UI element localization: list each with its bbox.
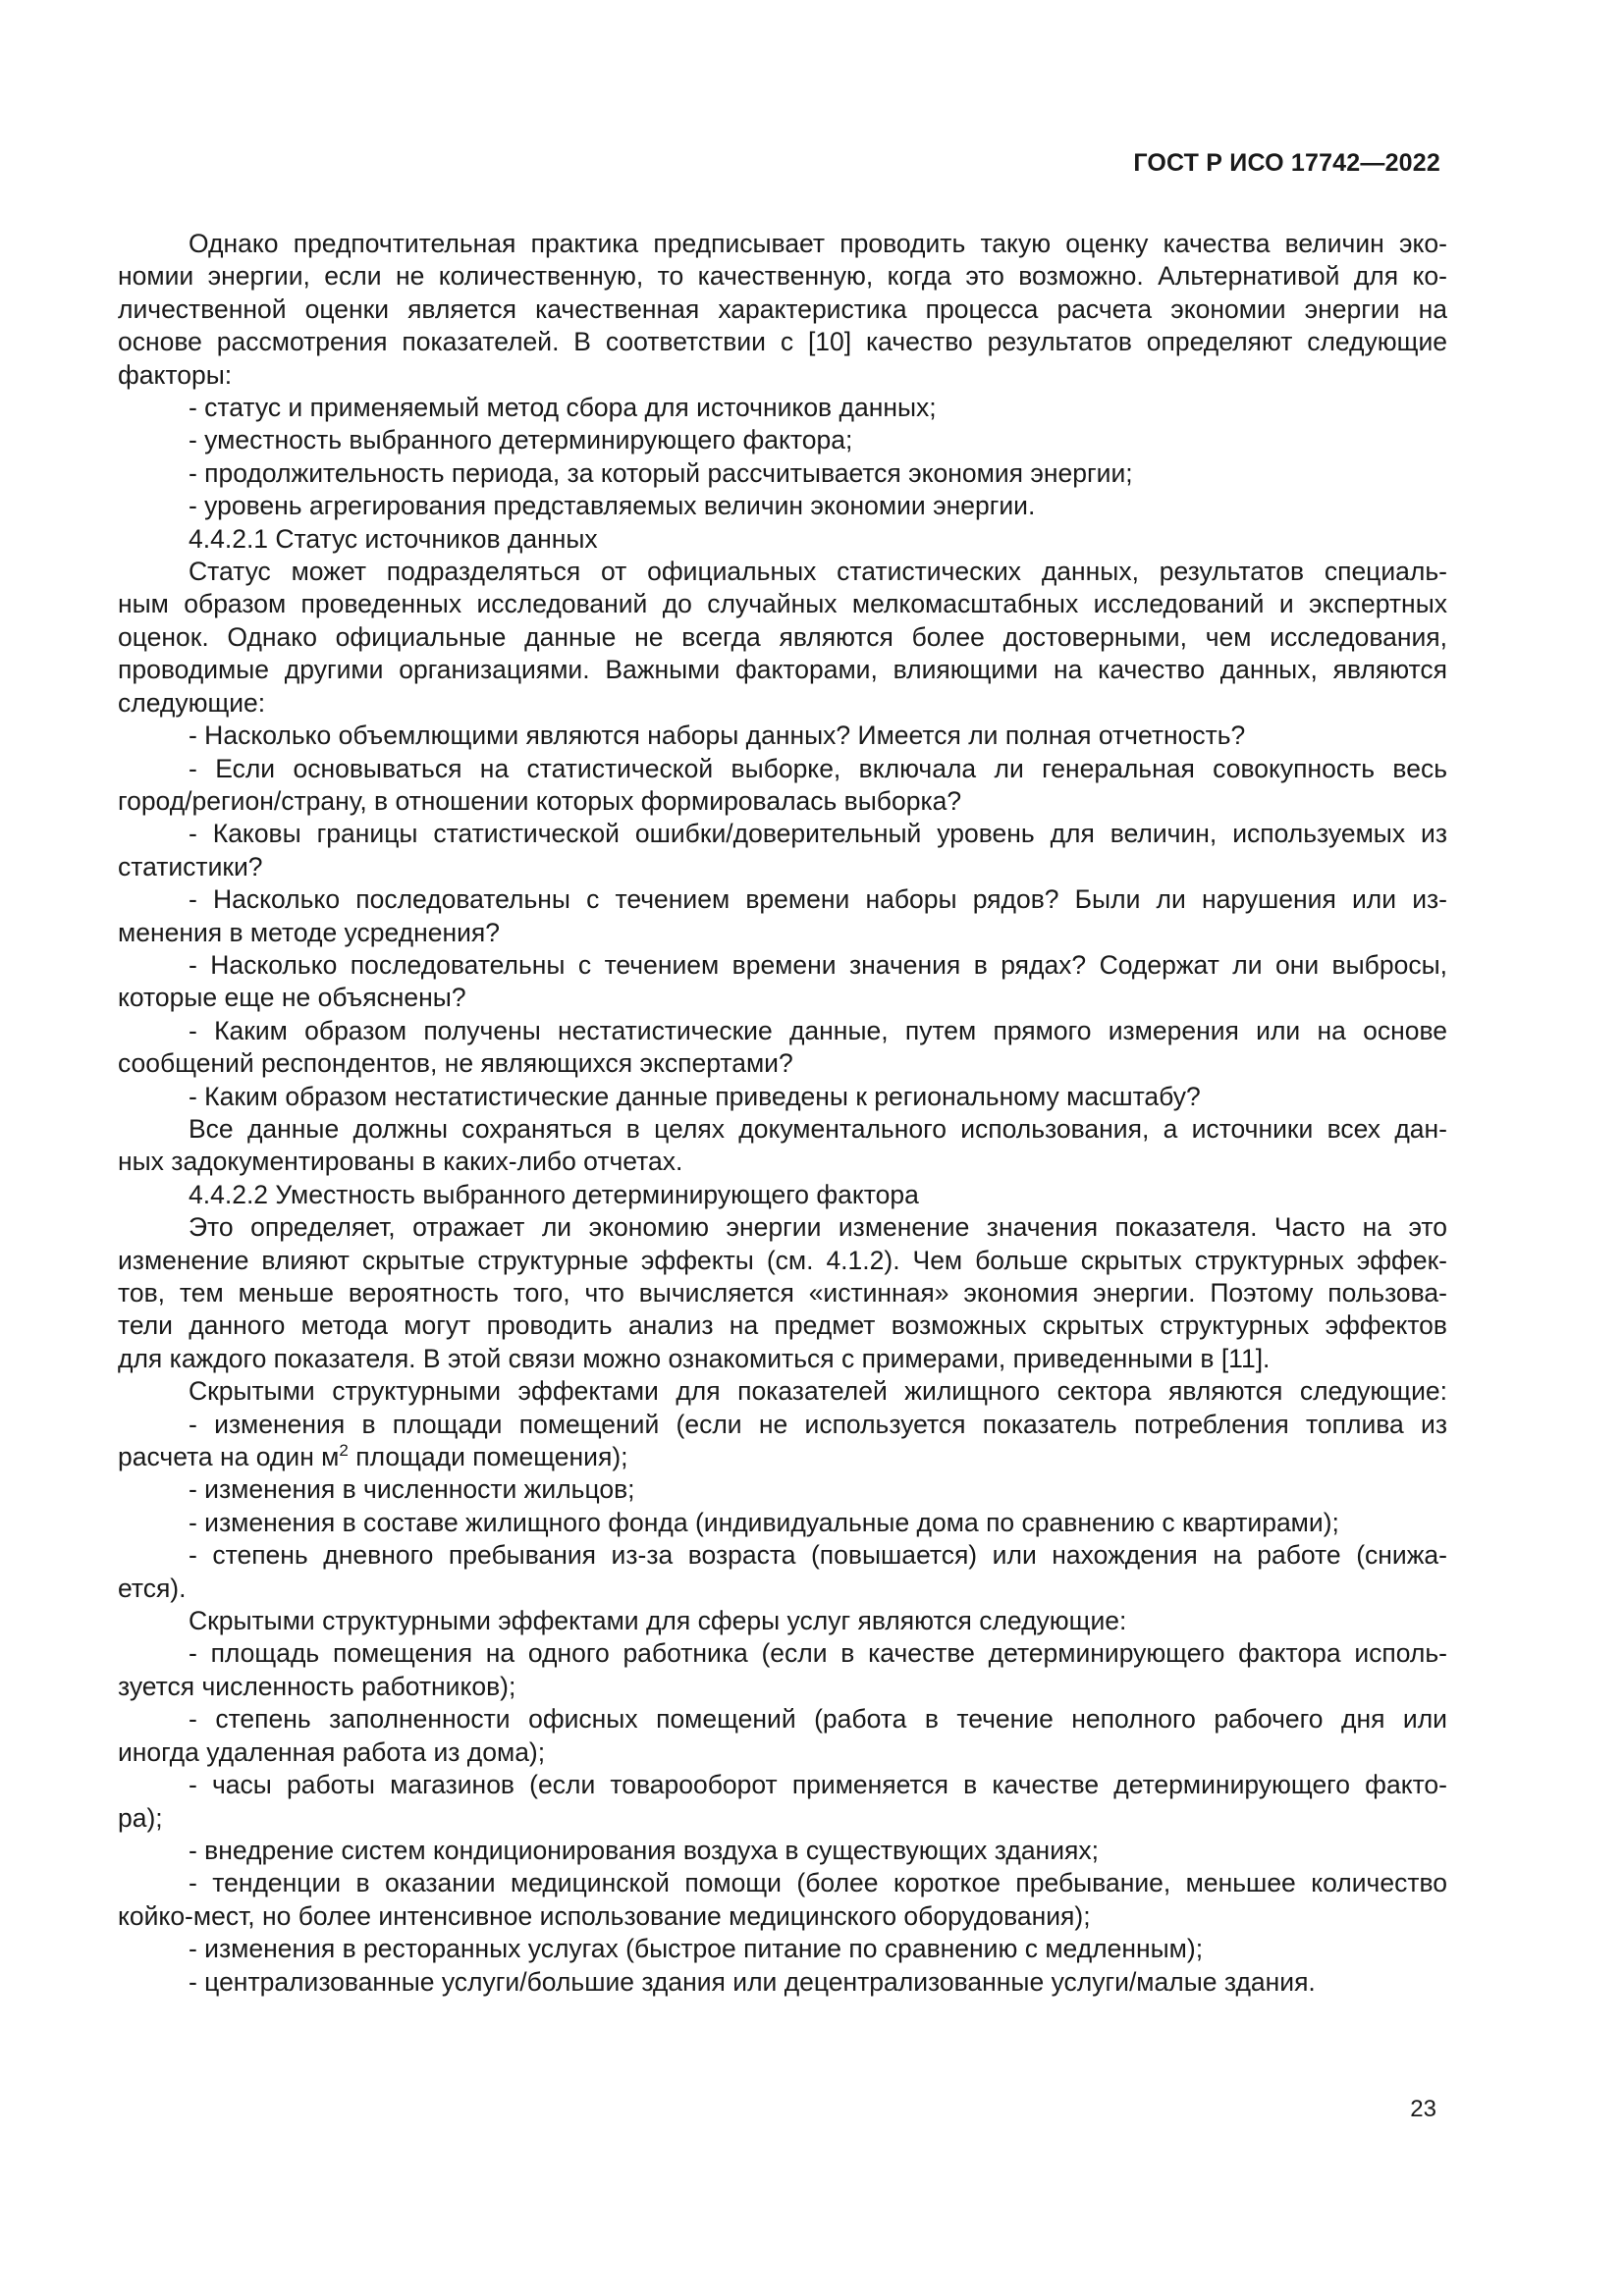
list-item: - уместность выбранного детерминирующего фактора; — [189, 425, 853, 455]
list-item: - внедрение систем кондиционирования воздуха в существующих зданиях; — [189, 1835, 1099, 1865]
text-line: койко-мест, но более интенсивное использование медицинского оборудования); — [118, 1900, 1091, 1931]
text-line: ра); — [118, 1802, 163, 1833]
text-line: ным образом проведенных исследований до случайных мелкомасштабных исследований и экспертных — [118, 589, 1447, 619]
text-line: сообщений респондентов, не являющихся экспертами? — [118, 1048, 793, 1079]
superscript: 2 — [339, 1441, 349, 1461]
section-heading-4-4-2-2: 4.4.2.2 Уместность выбранного детерминирующего фактора — [189, 1179, 919, 1209]
list-item: - Насколько последовательны с течением времени наборы рядов? Были ли нарушения или из- — [189, 884, 1447, 915]
list-item: - площадь помещения на одного работника (если в качестве детерминирующего фактора исполь- — [189, 1638, 1447, 1669]
list-item: - степень дневного пребывания из-за возраста (повышается) или нахождения на работе (снижа- — [189, 1540, 1447, 1571]
text-line: статистики? — [118, 851, 263, 881]
text-line: оценок. Однако официальные данные не всегда являются более достоверными, чем исследования, — [118, 621, 1447, 652]
list-item: - продолжительность периода, за который рассчитывается экономия энергии; — [189, 457, 1133, 488]
text-line: основе рассмотрения показателей. В соответствии с [10] качество результатов определяют следующие — [118, 327, 1447, 357]
list-item: - степень заполненности офисных помещений (работа в течение неполного рабочего дня или — [189, 1704, 1447, 1735]
text-line: личественной оценки является качественная характеристика процесса расчета экономии энергии на — [118, 294, 1447, 324]
text-line: ется). — [118, 1573, 187, 1603]
list-item: - часы работы магазинов (если товарооборот применяется в качестве детерминирующего факто- — [189, 1770, 1447, 1800]
list-item: - Насколько объемлющими являются наборы данных? Имеется ли полная отчетность? — [189, 721, 1246, 751]
list-item: - Каковы границы статистической ошибки/доверительный уровень для величин, используемых из — [189, 819, 1447, 849]
text-line: город/регион/страну, в отношении которых формировалась выборка? — [118, 785, 962, 816]
text-line: зуется численность работников); — [118, 1671, 516, 1701]
text-line: иногда удаленная работа из дома); — [118, 1736, 546, 1767]
list-item: - статус и применяемый метод сбора для источников данных; — [189, 393, 937, 423]
text-line — [118, 1441, 1447, 1473]
list-item: - изменения в площади помещений (если не используется показатель потребления топлива из — [189, 1409, 1447, 1439]
section-heading-4-4-2-1: 4.4.2.1 Статус источников данных — [189, 523, 598, 554]
list-item: - изменения в ресторанных услугах (быстрое питание по сравнению с медленным); — [189, 1934, 1204, 1964]
text-fragment: расчета на один м — [118, 1442, 340, 1472]
text-line: Это определяет, отражает ли экономию энергии изменение значения показателя. Часто на это — [189, 1212, 1447, 1243]
list-item: - уровень агрегирования представляемых величин экономии энергии. — [189, 491, 1036, 521]
text-line: проводимые другими организациями. Важными факторами, влияющими на качество данных, являются — [118, 655, 1447, 685]
text-line: Однако предпочтительная практика предписывает проводить такую оценку качества величин эко- — [189, 229, 1447, 258]
text-line: ных задокументированы в каких-либо отчетах. — [118, 1147, 683, 1177]
text-line: которые еще не объяснены? — [118, 983, 466, 1013]
list-item: - Каким образом нестатистические данные приведены к региональному масштабу? — [189, 1081, 1201, 1111]
list-item: - Если основываться на статистической выборке, включала ли генеральная совокупность весь — [189, 753, 1447, 783]
text-fragment: площади помещения); — [348, 1442, 628, 1472]
text-line: Скрытыми структурными эффектами для сферы услуг являются следующие: — [189, 1606, 1127, 1636]
text-line: следующие: — [118, 687, 266, 718]
text-line: изменение влияют скрытые структурные эффекты (см. 4.1.2). Чем больше скрытых структурных эффек- — [118, 1245, 1447, 1275]
text-line: факторы: — [118, 359, 233, 390]
list-item: - изменения в составе жилищного фонда (индивидуальные дома по сравнению с квартирами); — [189, 1507, 1339, 1537]
text-line: Статус может подразделяться от официальных статистических данных, результатов специаль- — [189, 557, 1447, 587]
text-line: номии энергии, если не количественную, то качественную, когда это возможно. Альтернативой для ко- — [118, 261, 1447, 292]
text-line: для каждого показателя. В этой связи можно ознакомиться с примерами, приведенными в [11]. — [118, 1343, 1271, 1373]
list-item: - изменения в численности жильцов; — [189, 1474, 635, 1505]
text-line: Все данные должны сохраняться в целях документального использования, а источники всех дан- — [189, 1113, 1447, 1144]
page-number: 23 — [1410, 2096, 1436, 2122]
text-line: тов, тем меньше вероятность того, что вычисляется «истинная» экономия энергии. Поэтому пользова- — [118, 1278, 1447, 1308]
text-line: тели данного метода могут проводить анализ на предмет возможных скрытых структурных эффектов — [118, 1310, 1447, 1341]
list-item: - тенденции в оказании медицинской помощи (более короткое пребывание, меньшее количество — [189, 1868, 1447, 1898]
list-item: - Насколько последовательны с течением времени значения в рядах? Содержат ли они выбросы, — [189, 949, 1447, 980]
text-line: менения в методе усреднения? — [118, 917, 501, 947]
list-item: - централизованные услуги/большие здания или децентрализованные услуги/малые здания. — [189, 1966, 1316, 1997]
document-body — [118, 228, 1447, 1999]
document-header-id: ГОСТ Р ИСО 17742—2022 — [1133, 149, 1440, 177]
text-line: Скрытыми структурными эффектами для показателей жилищного сектора являются следующие: — [189, 1376, 1447, 1407]
list-item: - Каким образом получены нестатистические данные, путем прямого измерения или на основе — [189, 1015, 1447, 1045]
